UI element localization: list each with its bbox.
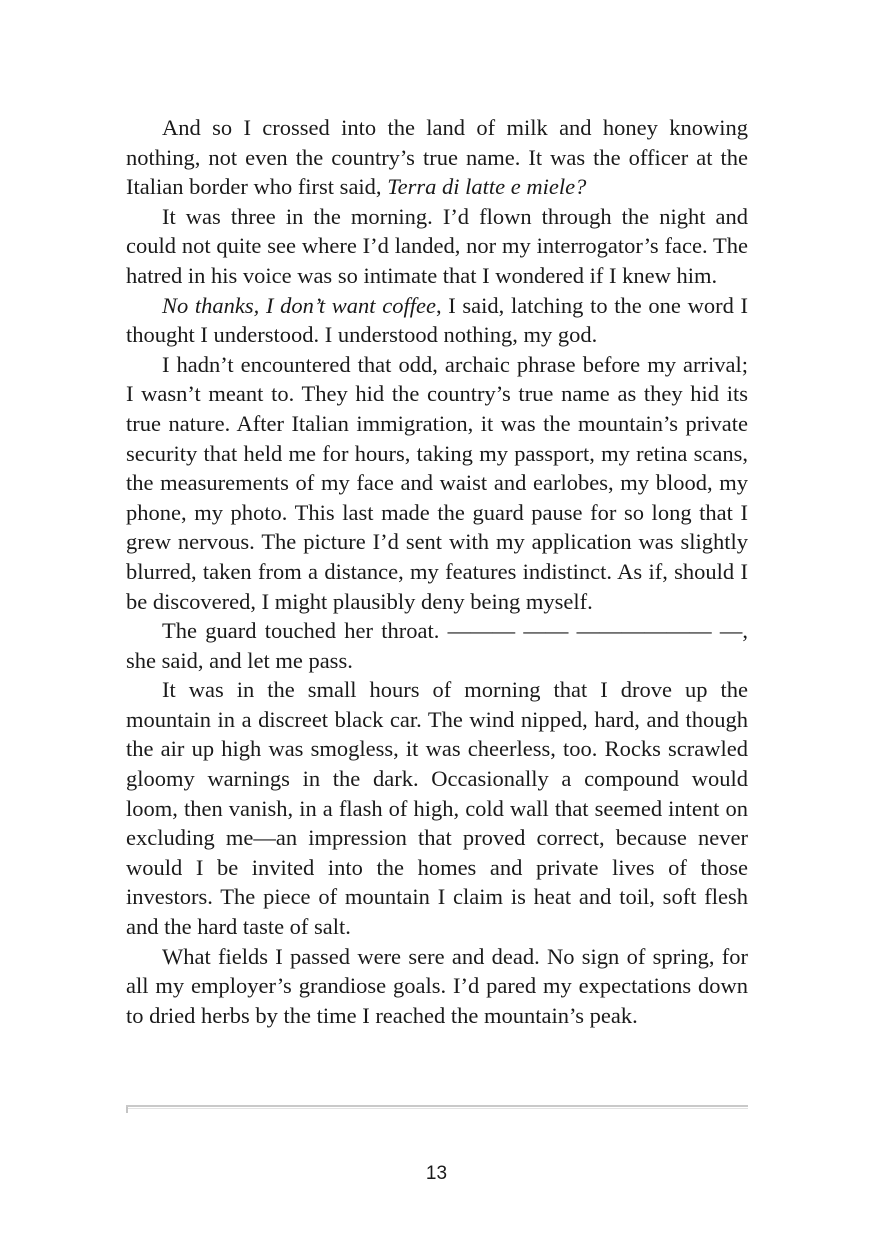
footer-divider-tick xyxy=(126,1107,128,1113)
text-run: It was three in the morning. I’d flown through the night and could not quite see where I’d landed, nor my interrogator’s face. The hatred in his voice was so intimate that I wondered if I knew him. xyxy=(126,203,748,288)
text-run: The guard touched her throat. ——— —— —————— —, she said, and let me pass. xyxy=(126,618,748,673)
text-run: And so I crossed into the land of milk and honey knowing nothing, not even the country’s true name. It was the officer at the Italian border who first said, xyxy=(126,115,748,200)
italic-text-run: No thanks, I don’t want coffee xyxy=(162,292,436,318)
paragraph xyxy=(126,350,748,616)
paragraph xyxy=(126,113,748,202)
paragraph xyxy=(126,616,748,675)
footer-divider xyxy=(126,1105,748,1109)
page-number: 13 xyxy=(425,1163,448,1184)
paragraph xyxy=(126,942,748,1031)
paragraph xyxy=(126,675,748,941)
paragraph xyxy=(126,202,748,291)
italic-text-run: Terra di latte e miele? xyxy=(387,174,587,200)
text-run: What fields I passed were sere and dead. No sign of spring, for all my employer’s grandiose goals. I’d pared my expectations down to dried herbs by the time I reached the mountain’s peak. xyxy=(126,943,748,1028)
body-text xyxy=(126,113,748,1030)
text-run: It was in the small hours of morning that I drove up the mountain in a discreet black car. The wind nipped, hard, and though the air up high was smogless, it was cheerless, too. Rocks scrawled gloomy warnings in the dark. Occasionally a compound would loom, then vanish, in a flash of high, cold wall that seemed intent on excluding me—an impression that proved correct, because never would I be invited into the homes and private lives of those investors. The piece of mountain I claim is heat and toil, soft flesh and the hard taste of salt. xyxy=(126,677,748,940)
text-run: , I said, latching to the one word I thought I understood. I understood nothing, my god. xyxy=(126,292,748,348)
paragraph xyxy=(126,291,748,350)
text-run: I hadn’t encountered that odd, archaic phrase before my arrival; I wasn’t meant to. They hid the country’s true name as they hid its true nature. After Italian immigration, it was the mountain’s private security that held me for hours, taking my passport, my retina scans, the measurements of my face and waist and earlobes, my blood, my phone, my photo. This last made the guard pause for so long that I grew nervous. The picture I’d sent with my application was slightly blurred, taken from a distance, my features indistinct. As if, should I be discovered, I might plausibly deny being myself. xyxy=(126,351,748,614)
